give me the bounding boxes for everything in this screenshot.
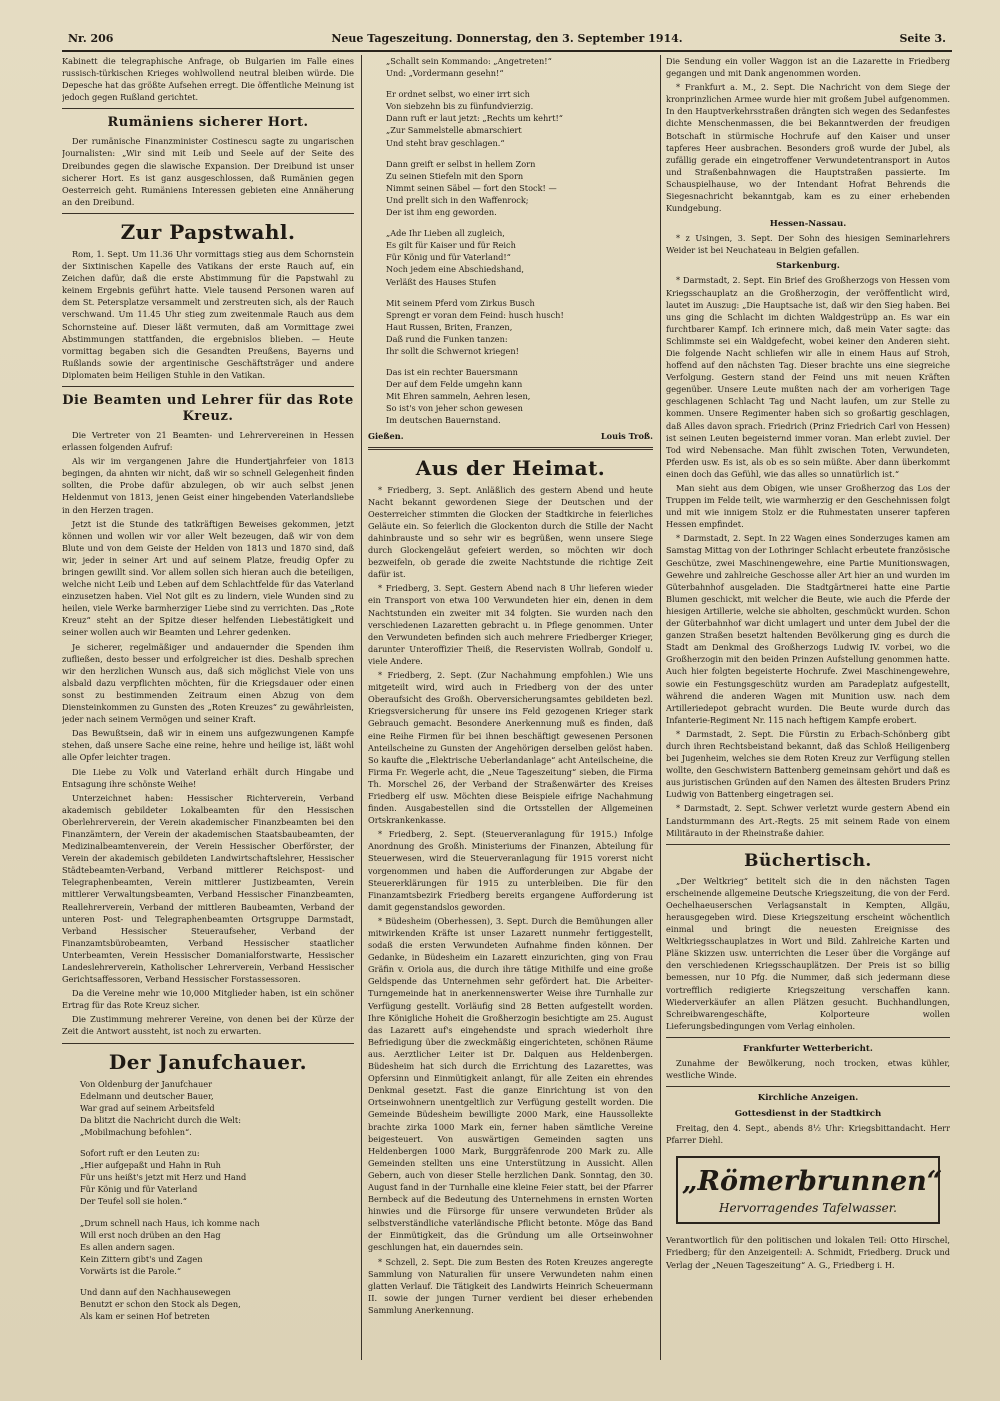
poem-line: Der auf dem Felde umgehn kann bbox=[386, 379, 523, 390]
poem-line: Im deutschen Bauernstand. bbox=[386, 415, 501, 426]
poem-line: Mit Ehren sammeln, Aehren lesen, bbox=[386, 391, 531, 402]
paragraph: * Friedberg, 3. Sept. Gestern Abend nach 8 Uhr lieferen wieder ein Transport von etwa 100 Verwundeten hier ein, denen in dem Nachtstunden ein zweiter mit 34 folgten. Sie wurden nach den verschiedenen Lazaretten gebracht u. in Pflege genommen. Unter den Verwundeten befinden sich auch mehrere Friedberger Krieger, darunter Unteroffizier Theiß, die Reservisten Wollrab, Gondolf u. viele Andere. bbox=[368, 583, 653, 666]
advertisement-roemerbrunnen bbox=[676, 1156, 943, 1224]
headline-papstwahl: Zur Papstwahl. bbox=[120, 219, 296, 244]
poem-line: Und: „Vordermann gesehn!“ bbox=[386, 68, 504, 79]
paragraph: Je sicherer, regelmäßiger und andauernder die Spenden ihm zufließen, desto besser und erfolgreicher ist dies. Deshalb sprechen wir den herzlichen Wunsch aus, daß sich möglichst Viele von uns alsbald dazu verpflichten möchten, für die Kriegsdauer oder einen sonst zu bestimmenden Zeitraum einen Abzug von dem Diensteinkommen zu Gunsten des „Roten Kreuzes“ zu gewährleisten, jeder nach seinem Vermögen und seiner Kraft. bbox=[62, 641, 354, 725]
headline-rumaenien: Rumäniens sicherer Hort. bbox=[107, 115, 309, 131]
poem-line: Von Oldenburg der Janufchauer bbox=[80, 1078, 213, 1089]
signature-place: Gießen. bbox=[368, 430, 404, 441]
paragraph: Die Zustimmung mehrerer Vereine, von denen bei der Kürze der Zeit die Antwort aussteht, ist noch zu erwarten. bbox=[62, 1014, 354, 1037]
poem-line: Noch jedem eine Abschiedshand, bbox=[386, 264, 524, 275]
poem-line: Und prellt sich in den Waffenrock; bbox=[386, 194, 529, 205]
poem-line: Er ordnet selbst, wo einer irrt sich bbox=[386, 89, 530, 100]
paragraph: Die Sendung ein voller Waggon ist an die Lazarette in Friedberg gegangen und mit Dank angenommen worden. bbox=[666, 56, 950, 79]
divider bbox=[666, 844, 950, 845]
divider bbox=[666, 1037, 950, 1038]
poem-signature bbox=[368, 430, 653, 442]
ad-brand: „Römerbrunnen“ bbox=[682, 1166, 943, 1198]
divider bbox=[62, 1043, 354, 1044]
article-body bbox=[368, 484, 653, 1316]
poem-line: Ihr sollt die Schwernot kriegen! bbox=[386, 345, 519, 356]
imprint: Verantwortlich für den politischen und lokalen Teil: Otto Hirschel, Friedberg; für den Anzeigenteil: A. Schmidt, Friedberg. Druck und Verlag der „Neuen Tageszeitung“ A. G., Friedberg i. H. bbox=[666, 1235, 950, 1270]
section-starkenburg: Starkenburg. bbox=[776, 261, 840, 272]
poem-line: Das ist ein rechter Bauersmann bbox=[386, 367, 518, 378]
poem-line: Mit seinem Pferd vom Zirkus Busch bbox=[386, 297, 535, 308]
poem-line: Es allen andern sagen. bbox=[80, 1241, 175, 1252]
divider bbox=[62, 386, 354, 387]
paragraph: * Friedberg, 3. Sept. Anläßlich des gestern Abend und heute Nacht bekannt gewordenen Siege der Deutschen und der Oesterreicher stimmten die Glocken der Stadtkirche in feierliches Geläute ein. So feierlich die Glockenton durch die Stille der Nacht dahinbrauste und so sehr wir es begrüßen, wenn unsere Siege durch Glockengeläut gefeiert werden, so möchten wir doch bezweifeln, ob gerade die zweite Nachtstunde die richtige Zeit dafür ist. bbox=[368, 484, 653, 580]
poem-line: Für uns heißt's jetzt mit Herz und Hand bbox=[80, 1172, 247, 1183]
poem-line: Vorwärts ist die Parole.“ bbox=[80, 1265, 182, 1276]
paragraph: Die Vertreter von 21 Beamten- und Lehrervereinen in Hessen erlassen folgenden Aufruf: bbox=[62, 429, 354, 453]
masthead: Neue Tageszeitung. Donnerstag, den 3. September 1914. bbox=[331, 32, 683, 45]
paragraph: * z Usingen, 3. Sept. Der Sohn des hiesigen Seminarlehrers Weider ist bei Neuchateau in Belgien gefallen. bbox=[666, 233, 950, 256]
poem-line: Und dann auf den Nachhausewegen bbox=[80, 1286, 231, 1297]
headline-buechertisch: Büchertisch. bbox=[744, 850, 872, 871]
poem-line: Verläßt des Hauses Stufen bbox=[386, 276, 497, 287]
poem bbox=[62, 1078, 354, 1323]
paragraph: Der rumänische Finanzminister Costinescu sagte zu ungarischen Journalisten: „Wir sind mit Leib und Seele auf der Seite des Dreibundes gegen die slawische Expansion. Der Dreibund ist unser sicherer Hort. Es ist ganz ausgeschlossen, daß Rumänien gegen Oesterreich geht. Rumäniens Interessen gebieten eine Annäherung an den Dreibund. bbox=[62, 136, 354, 207]
paragraph: Unterzeichnet haben: Hessischer Richterverein, Verband akademisch gebildeter Lokalbeamten für den Hessischen Oberlehrerverein, der Verein akademischer Finanzbeamten bei den Finanzämtern, der Verein der akademischen Staatsbaubeamten, der Medizinalbeamtenverein, der Verein Hessischer Oberförster, der Verein der akademisch gebildeten Landwirtschaftslehrer, Hessischer Städtebeamten-Verband, Verband mittlerer Reichspost- und Telegraphenbeamten, Verein mittlerer Justizbeamten, Verein mittlerer Verwaltungsbeamten, Verband Hessischer Finanzbeamten, Reallehrerverein, Verband der mittleren Baubeamten, Verband der unteren Post- und Telegraphenbeamten Ortsgruppe Darmstadt, Verband Hessischer Steueraufseher, Verband der Finanzamtsbürobeamten, Verband Hessischer staatlicher Unterbeamten, Verein Hessischer Domanialforstwarte, Hessischer Landeslehrerverein, Katholischer Lehrerverein, Verband Hessischer Gerichtsaffessoren, Verband Hessischer Forstassessoren. bbox=[62, 792, 354, 985]
poem-line: Da blitzt die Nachricht durch die Welt: bbox=[80, 1114, 241, 1125]
headline-aus-der-heimat: Aus der Heimat. bbox=[415, 455, 606, 480]
column-2 bbox=[368, 55, 653, 1360]
poem-line: Es gilt für Kaiser und für Reich bbox=[386, 240, 516, 251]
divider bbox=[62, 213, 354, 214]
page-number: Seite 3. bbox=[899, 32, 946, 45]
poem-line: Zu seinen Stiefeln mit den Sporn bbox=[386, 170, 524, 181]
poem-line: „Hier aufgepaßt und Hahn in Ruh bbox=[80, 1160, 221, 1171]
poem-line: Sofort ruft er den Leuten zu: bbox=[80, 1148, 200, 1159]
column-rule bbox=[361, 55, 362, 1360]
poem-line: Und steht brav geschlagen.“ bbox=[386, 137, 505, 148]
poem-line: Von siebzehn bis zu fünfundvierzig. bbox=[386, 101, 534, 112]
paragraph: „Der Weltkrieg“ betitelt sich die in den nächsten Tagen erscheinende allgemeine Deutsche Kriegszeitung, die von der Ferd. Oechelhaeuserschen Verlagsanstalt in Kempten, Allgäu, herausgegeben wird. Diese Kriegszeitung erscheint wöchentlich einmal und bringt die neuesten Ereignisse des Weltkriegsschauplatzes in Wort und Bild. Zahlreiche Karten und Pläne Skizzen usw. unterrichten die Leser über die Vorgänge auf den verschiedenen Kriegsschauplätzen. Der Preis ist so billig bemessen, nur 10 Pfg. die Nummer, daß sich jedermann diese vortrefflich redigierte Kriegszeitung verschaffen kann. Wiederverkäufer an allen Plätzen gesucht. Buchhandlungen, Schreibwarengeschäfte, Kolporteure wollen Lieferungsbedingungen vom Verlag einholen. bbox=[666, 875, 950, 1031]
poem-line: Der Teufel soll sie holen.“ bbox=[80, 1196, 187, 1207]
poem-line: „Mobilmachung befohlen“. bbox=[80, 1126, 192, 1137]
poem-line: „Drum schnell nach Haus, ich komme nach bbox=[80, 1217, 260, 1228]
section-hessen-nassau: Hessen-Nassau. bbox=[769, 219, 847, 230]
poem-line: „Ade Ihr Lieben all zugleich, bbox=[386, 228, 505, 239]
church-subheading: Gottesdienst in der Stadtkirch bbox=[734, 1109, 882, 1120]
paragraph: Man sieht aus dem Obigen, wie unser Großherzog das Los der Truppen im Felde teilt, wie warmherzig er den Geschehnissen folgt und mit wie innigem Stolz er die Ruhmestaten unserer tapferen Hessen empfindet. bbox=[666, 483, 950, 530]
poem-line: War grad auf seinem Arbeitsfeld bbox=[80, 1102, 215, 1113]
poem-line: Haut Russen, Briten, Franzen, bbox=[386, 321, 513, 332]
ad-slogan: Hervorragendes Tafelwasser. bbox=[719, 1201, 897, 1216]
paragraph: Das Bewußtsein, daß wir in einem uns aufgezwungenen Kampfe stehen, daß unsere Sache eine reine, hehre und heilige ist, läßt wohl alle Opfer leichter tragen. bbox=[62, 728, 354, 763]
poem-line: Dann greift er selbst in hellem Zorn bbox=[386, 158, 536, 169]
church-text: Freitag, den 4. Sept., abends 8½ Uhr: Kriegsbittandacht. Herr Pfarrer Diehl. bbox=[666, 1123, 950, 1146]
headline-beamte-lehrer: Die Beamten und Lehrer für das Rote Kreuz. bbox=[62, 392, 354, 424]
poem-line: Edelmann und deutscher Bauer, bbox=[80, 1090, 214, 1101]
paragraph: * Friedberg, 2. Sept. (Zur Nachahmung empfohlen.) Wie uns mitgeteilt wird, wird auch in Friedberg von der des unter Oberaufsicht des Großh. Oberversicherungsamtes gebildeten bezl. Kriegsversicherung für unsere ins Feld gezogenen Krieger stark Gebrauch gemacht. Besondere Anerkennung muß es finden, daß eine Reihe Firmen für bei ihnen beschäftigt gewesenen Personen Anteilscheine zu Gunsten der Angehörigen derselben gelöst haben. So kaufte die „Elektrische Ueberlandanlage“ acht Anteilscheine, die Firma Fr. Wegerle acht, die „Neue Tageszeitung“ sieben, die Firma Th. Morschel 26, der Verband der Straßenwärter des Kreises Friedberg elf usw. Möchten diese Beispiele eifrige Nachahmung finden. Ausgabestellen sind die Ortsstellen der Allgemeinen Ortskrankenkasse. bbox=[368, 670, 653, 826]
paragraph: Jetzt ist die Stunde des tatkräftigen Beweises gekommen, jetzt können und wollen wir vor aller Welt bezeugen, daß wir von dem Blute und von dem Geiste der Helden von 1813 und 1870 sind, daß wir, jeder in seiner Art und auf seinem Platze, freudig Opfer zu bringen gewillt sind. Vor allem sollen sich hieran auch die beteiligen, welche nicht Leib und Leben auf dem Schlachtfelde für das Vaterland einzusetzen haben. Viel Not gilt es zu lindern, viele Wunden sind zu heilen, viele Werke barmherziger Liebe sind zu verrichten. Das „Rote Kreuz“ steht an der Spitze dieser helfenden Liebestätigkeit und seiner wollen auch wir Beamten und Lehrer gedenken. bbox=[62, 518, 354, 638]
divider bbox=[368, 447, 653, 450]
poem-line: Sprengt er voran dem Feind: husch husch! bbox=[386, 309, 564, 320]
poem-line: Der ist ihm eng geworden. bbox=[386, 207, 497, 218]
poem-line: „Schallt sein Kommando: „Angetreten!“ bbox=[386, 56, 552, 66]
paragraph: Rom, 1. Sept. Um 11.36 Uhr vormittags stieg aus dem Schornstein der Sixtinischen Kapelle des Vatikans der erste Rauch auf, ein Zeichen dafür, daß die erste Abstimmung für die Papstwahl zu keinem Ergebnis geführt hatte. Viele tausend Personen waren auf dem St. Petersplatze versammelt und zerstreuten sich, als der Rauch verschwand. Um 11.45 Uhr stieg zum zweitenmale Rauch aus dem Schornsteine auf. Dieser läßt vermuten, daß am Vormittage zwei Abstimmungen stattfanden, die ergebnislos blieben. — Heute vormittag begaben sich die Gesandten Preußens, Bayerns und Rußlands sowie der argentinische Geschäftsträger und andere Diplomaten beim Heiligen Stuhle in den Vatikan. bbox=[62, 248, 354, 380]
paragraph: Als wir im vergangenen Jahre die Hundertjahrfeier von 1813 begingen, da ahnten wir nicht, daß wir so schnell Gelegenheit finden sollten, die Probe dafür abzulegen, ob wir auch selbst jenen Heldenmut von 1813, jenen Geist einer hingebenden Vaterlandsliebe in den Herzen tragen. bbox=[62, 456, 354, 515]
article-body bbox=[62, 429, 354, 1038]
weather-text: Zunahme der Bewölkerung, noch trocken, etwas kühler, westliche Winde. bbox=[666, 1057, 950, 1081]
column-1 bbox=[62, 55, 354, 1360]
paragraph: * Friedberg, 2. Sept. (Steuerveranlagung für 1915.) Infolge Anordnung des Großh. Ministeriums der Finanzen, Abteilung für Steuerwesen, wird die Steuerveranlagung für 1915 vorerst nicht vorgenommen und haben die Aufforderungen zur Abgabe der Steuererklärungen für 1915 zu unterbleiben. Die für den Finanzamtsbezirk Friedberg bereits ergangene Aufforderung ist damit gegenstandslos geworden. bbox=[368, 829, 653, 912]
column-rule bbox=[660, 55, 661, 1360]
poem-line: Will erst noch drüben an den Hag bbox=[80, 1229, 221, 1240]
poem-line: Als kam er seinen Hof betreten bbox=[80, 1311, 210, 1322]
paragraph: * Darmstadt, 2. Sept. In 22 Wagen eines Sonderzuges kamen am Samstag Mittag von der Lothringer Schlacht erbeutete französische Geschütze, zwei Maschinengewehre, eine Partie Munitionswagen, Gewehre und zahlreiche Geschosse aller Art hier an und wurden im Güterbahnhof ausgeladen. Die Stadtgärtnerei hatte eine Partie Blumen geschickt, mit welcher die Beute, wie auch die Pferde der hiesigen Artillerie, welche sie abholten, geschmückt wurden. Schon der Güterbahnhof war dicht umlagert und unter dem Jubel der die ganzen Straßen besetzt haltenden Bevölkerung ging es durch die Stadt am Denkmal des Großherzogs Ludwig IV. vorbei, wo die Großherzogin mit den beiden Prinzen Aufstellung genommen hatte. Auch hier folgten begeisterte Hochrufe. Zwei Maschinengewehre, sowie ein Festungsgeschütz wurden am Paradeplatz aufgestellt, während die anderen Wagen mit Munition usw. nach dem Artilleriedepot gebracht wurden. Die Beute wurde durch das Infanterie-Regiment Nr. 115 nach heftigem Kampfe erobert. bbox=[666, 533, 950, 725]
poem-line: Dann ruft er laut jetzt: „Rechts um kehrt!“ bbox=[386, 113, 563, 124]
poem-continuation bbox=[368, 55, 653, 427]
paragraph: Da die Vereine mehr wie 10,000 Mitglieder haben, ist ein schöner Ertrag für das Rote Kreuz sicher. bbox=[62, 988, 354, 1011]
paragraph: * Büdesheim (Oberhessen), 3. Sept. Durch die Bemühungen aller mitwirkenden Kräfte ist unser Lazarett nunmehr fertiggestellt, sodaß die ersten Verwundeten Aufnahme finden können. Der Gedanke, in Büdesheim ein Lazarett einzurichten, ging von Frau Gräfin v. Oriola aus, die durch ihre tätige Mithilfe und eine große Geldspende das Unternehmen sehr gefördert hat. Die Arbeiter-Turngemeinde hat in anerkennenswerter Weise ihre Turnhalle zur Verfügung gestellt. Vorläufig sind 28 Betten aufgestellt worden. Ihre Königliche Hoheit die Großherzogin besichtigte am 25. August das Lazarett auf's eingehendste und sprach wiederholt ihre Befriedigung über die zweckmäßig eingerichteten, schönen Räume aus. Aerztlicher Leiter ist Dr. Dalquen aus Heldenbergen. Büdesheim hat sich durch die Errichtung des Lazarettes, was Opfersinn und Einmütigkeit anlangt, für alle Zeiten ein ehrendes Denkmal gesetzt. Fast die ganze Einrichtung ist von den Ortseinwohnern unentgeltlich zur Verfügung gestellt worden. Die Gemeinde Büdesheim bewilligte 2000 Mark, eine Haussollekte brachte zirka 1000 Mark ein, ferner haben sämtliche Vereine beigesteuert. Von auswärtigen Gemeinden sagten uns Heldenbergen 1000 Mark, Burggräfenrode 200 Mark zu. Alle Gemeinden stellten uns eine Unterstützung in Aussicht. Allen Gebern, auch von dieser Stelle herzlichen Dank. Sonntag, den 30. August fand in der Turnhalle eine kleine Feier statt, bei der Pfarrer Bernbeck auf die Bedeutung des Unternehmens in ernsten Worten hinwies und die Fürsorge für unsere verwundeten Brüder als selbstverständliche vaterländische Pflicht betonte. Möge das Band der Einmütigkeit, das die Gründung um alle Ortseinwohner geschlungen hat, ein dauerndes sein. bbox=[368, 915, 653, 1253]
issue-number: Nr. 206 bbox=[68, 32, 114, 45]
paragraph: * Darmstadt, 2. Sept. Ein Brief des Großherzogs von Hessen vom Kriegsschauplatz an die Großherzogin, der veröffentlicht wird, lautet im Auszug: „Die Hauptsache ist, daß wir den Sieg haben. Bei uns ging die Schlacht im dichten Waldgestrüpp an. Es war ein furchtbarer Kampf. Ich erinnere mich, daß mein Vater sagte: das Schlimmste sei ein Waldgefecht, wobei keiner den Anderen sieht. Die folgende Nacht schliefen wir alle in einem Haus auf Stroh, hoffend auf den nächsten Tag. Dieser brachte uns eine siegreiche Verfolgung. Gestern stand der Feind uns mit neuen Kräften gegenüber. Unsere Leute mußten nach der am vorherigen Tage geschlagenen Schlacht Tag und Nacht laufen, um zur Stelle zu kommen. Unsere Regimenter haben sich so großartig geschlagen, daß Alles davon sprach. Friedrich (Prinz Friedrich Carl von Hessen) ist seinen Leuten begeisternd immer voran. Man erlebt zuviel. Der Tod wird Nebensache. Man fühlt zwischen Toten, Verwundeten, Pferden usw. Es ist, als ob es so sein müßte. Aber dann überkommt einen doch das Gefühl, wie das alles so unnatürlich ist.“ bbox=[666, 275, 950, 479]
signature-author: Louis Troß. bbox=[600, 430, 653, 441]
divider bbox=[666, 1086, 950, 1087]
poem-line: Für König und für Vaterland!“ bbox=[386, 252, 511, 263]
weather-heading: Frankfurter Wetterbericht. bbox=[743, 1043, 873, 1054]
paragraph: * Darmstadt, 2. Sept. Schwer verletzt wurde gestern Abend ein Landsturmmann des Art.-Regts. 25 mit seinem Rade von einem Militärauto in der Rheinstraße dahier. bbox=[666, 803, 950, 838]
paragraph: * Darmstadt, 2. Sept. Die Fürstin zu Erbach-Schönberg gibt durch ihren Rechtsbeistand bekannt, daß das Schloß Heiligenberg bei Jugenheim, welches sie dem Roten Kreuz zur Verfügung stellen wollte, den Geschwistern Battenberg gemeinsam gehört und daß es aus juristischen Gründen auf den Namen des ältesten Bruders Prinz Ludwig von Battenberg eingetragen sei. bbox=[666, 728, 950, 800]
paragraph: Kabinett die telegraphische Anfrage, ob Bulgarien im Falle eines russisch-türkischen Krieges wohlwollend neutral bleiben würde. Die Depesche hat das größte Aufsehen erregt. Die öffentliche Meinung ist jedoch gegen Rußland gerichtet. bbox=[62, 56, 354, 103]
church-heading: Kirchliche Anzeigen. bbox=[757, 1093, 859, 1104]
divider bbox=[62, 108, 354, 109]
article-continuation bbox=[62, 55, 354, 103]
poem-line: So ist's von jeher schon gewesen bbox=[386, 403, 523, 414]
column-3 bbox=[666, 55, 950, 1360]
headline-janufchauer: Der Janufchauer. bbox=[108, 1049, 308, 1074]
paragraph: * Schzell, 2. Sept. Die zum Besten des Roten Kreuzes angeregte Sammlung von Naturalien für unsere Verwundeten nahm einen glatten Verlauf. Die Tätigkeit des Landwirts Heinrich Scheuermann II. sowie der jungen Turner verdient bei dieser erhebenden Sammlung Anerkennung. bbox=[368, 1256, 653, 1315]
poem-line: Benutzt er schon den Stock als Degen, bbox=[80, 1299, 241, 1310]
poem-line: Nimmt seinen Säbel — fort den Stock! — bbox=[386, 182, 557, 193]
poem-line: „Zur Sammelstelle abmarschiert bbox=[386, 125, 522, 136]
paragraph: Die Liebe zu Volk und Vaterland erhält durch Hingabe und Entsagung ihre schönste Weihe! bbox=[62, 766, 354, 789]
paragraph: * Frankfurt a. M., 2. Sept. Die Nachricht von dem Siege der kronprinzlichen Armee wurde hier mit großem Jubel aufgenommen. In den Hauptverkehrsstraßen drängten sich wegen des Sedanfestes dichte Menschenmassen, die bei Bekanntwerden der freudigen Botschaft in stürmische Hochrufe auf den Kaiser und unser tapferes Heer ausbrachen. Besonders groß wurde der Jubel, als zufällig gerade ein eingetroffener Verwundetentransport in Autos und Straßenbahnwagen die Hauptstraßen passierte. Im Schauspielhause, wo der Intendant Hofrat Behrends die Siegesnachricht bekanntgab, kam es zu einer erhebenden Kundgebung. bbox=[666, 82, 950, 214]
page-header bbox=[62, 28, 952, 52]
poem-line: Kein Zittern gibt's und Zagen bbox=[80, 1253, 203, 1264]
poem-line: Für König und für Vaterland bbox=[80, 1184, 198, 1195]
poem-line: Daß rund die Funken tanzen: bbox=[386, 333, 508, 344]
